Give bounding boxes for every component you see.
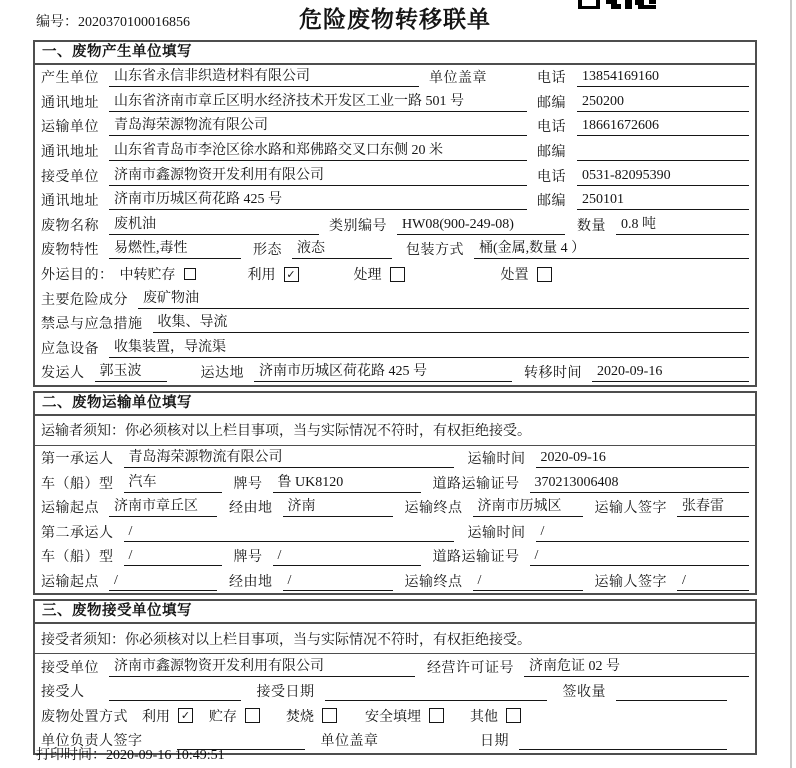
checkbox-icon [184, 268, 196, 280]
receiver-zip-value: 250101 [577, 190, 749, 210]
quantity-label: 数量 [577, 218, 606, 234]
section-producer [33, 40, 757, 387]
disposal-option-landfill [365, 706, 444, 726]
print-time-line [36, 744, 225, 764]
origin-label: 运输起点 [41, 501, 99, 517]
license-value: 济南危证 02 号 [524, 657, 749, 677]
carrier2-end-value: / [473, 571, 583, 591]
acceptor-label: 接受人 [41, 685, 85, 701]
print-time-value: 2020-09-16 10:49:51 [106, 748, 225, 763]
serial-number: 2020370100016856 [78, 15, 190, 30]
carrier1-via-value: 济南 [283, 497, 393, 517]
date-value [519, 730, 727, 750]
checkbox-icon [322, 708, 337, 723]
document-header [33, 0, 757, 40]
carrier1-vehicle-value: 汽车 [124, 473, 222, 493]
acceptor-value [109, 681, 241, 701]
phone-label: 电话 [537, 169, 566, 185]
producer-phone-value: 13854169160 [577, 67, 749, 87]
purpose-option-treatment [354, 264, 405, 284]
receiver-notice-row [35, 624, 755, 654]
serial-label: 编号： [36, 15, 78, 30]
qr-code-fragment [578, 0, 656, 9]
carrier1-label: 第一承运人 [41, 452, 114, 468]
phone-label: 电话 [537, 120, 566, 136]
hazard-label: 主要危险成分 [41, 292, 128, 308]
disposal-option-other [470, 706, 521, 726]
date-label: 日期 [480, 734, 509, 750]
transporter-zip-value [577, 141, 749, 161]
via-label: 经由地 [229, 574, 273, 590]
checkbox-icon: ✓ [178, 708, 193, 723]
carrier1-permit-value: 370213006408 [530, 473, 750, 493]
checkbox-label: 处置 [500, 268, 529, 284]
address-label: 通讯地址 [41, 145, 99, 161]
form-row-waste-trait [35, 237, 755, 262]
zip-label: 邮编 [537, 194, 566, 210]
taboo-value: 收集、导流 [153, 313, 750, 333]
checkbox-icon [506, 708, 521, 723]
form-row-receiver-address [35, 188, 755, 213]
carrier2-date-value: / [536, 522, 750, 542]
vehicle-label: 车（船）型 [41, 550, 114, 566]
form-row-carrier1-vehicle [35, 470, 755, 495]
vehicle-label: 车（船）型 [41, 476, 114, 492]
producer-zip-group [537, 92, 749, 112]
checkbox-label: 焚烧 [286, 709, 314, 725]
taboo-label: 禁忌与应急措施 [41, 317, 143, 333]
form-row-transporter [35, 114, 755, 139]
accept-unit-label: 接受单位 [41, 660, 99, 676]
via-label: 经由地 [229, 501, 273, 517]
carrier1-value: 青岛海荣源物流有限公司 [124, 448, 454, 468]
packaging-label: 包装方式 [406, 243, 464, 259]
form-row-waste-name [35, 213, 755, 238]
quantity-value: 0.8 吨 [616, 215, 749, 235]
trait-label: 废物特性 [41, 243, 99, 259]
form-row-equipment [35, 336, 755, 361]
form-row-acceptor [35, 679, 755, 704]
plate-label: 牌号 [233, 476, 263, 492]
sign-label: 运输人签字 [594, 574, 667, 590]
transporter-phone-group [537, 116, 749, 136]
form-row-hazard [35, 286, 755, 311]
phone-label: 电话 [537, 71, 566, 87]
carrier1-end-value: 济南市历城区 [473, 497, 583, 517]
checkbox-label: 其他 [470, 709, 498, 725]
accept-date-label: 接受日期 [256, 685, 315, 701]
zip-label: 邮编 [537, 145, 566, 161]
carrier1-date-value: 2020-09-16 [536, 448, 750, 468]
equipment-label: 应急设备 [41, 341, 99, 357]
disposal-label: 废物处置方式 [41, 709, 128, 725]
waste-name-value: 废机油 [109, 215, 319, 235]
transporter-name-value: 青岛海荣源物流有限公司 [109, 116, 527, 136]
destination-value: 济南市历城区荷花路 425 号 [254, 362, 512, 382]
form-row-taboo [35, 311, 755, 336]
form-row-disposal [35, 703, 755, 728]
address-label: 通讯地址 [41, 194, 99, 210]
checkbox-icon: ✓ [284, 267, 299, 282]
form-value: 液态 [292, 239, 392, 259]
form-row-purpose [35, 262, 755, 287]
carrier1-origin-value: 济南市章丘区 [109, 497, 217, 517]
sign-label: 运输人签字 [594, 501, 667, 517]
permit-label: 道路运输证号 [432, 550, 520, 566]
transport-date-label: 运输时间 [467, 525, 526, 541]
receiver-phone-group [537, 166, 749, 186]
address-label: 通讯地址 [41, 95, 99, 111]
print-time-label: 打印时间： [36, 748, 106, 763]
shipper-value: 郭玉波 [95, 362, 167, 382]
transporter-phone-value: 18661672606 [577, 116, 749, 136]
destination-label: 运达地 [200, 366, 244, 382]
checkbox-label: 安全填埋 [365, 709, 421, 725]
carrier2-via-value: / [283, 571, 393, 591]
producer-phone-group [537, 67, 749, 87]
end-label: 运输终点 [404, 574, 463, 590]
unit-seal-label: 单位盖章 [320, 734, 379, 750]
producer-name-value: 山东省永信非织造材料有限公司 [109, 67, 419, 87]
receiver-phone-value: 0531-82095390 [577, 166, 749, 186]
checkbox-label: 中转贮存 [119, 268, 176, 284]
form-row-carrier1-route [35, 495, 755, 520]
received-qty-value [616, 681, 727, 701]
purpose-option-disposal [501, 264, 552, 284]
form-row-transporter-address [35, 139, 755, 164]
carrier2-sign-value: / [677, 571, 749, 591]
accept-date-value [325, 681, 547, 701]
producer-zip-value: 250200 [577, 92, 749, 112]
checkbox-label: 处理 [353, 268, 382, 284]
form-label: 形态 [253, 243, 282, 259]
page-title: 危险废物转移联单 [299, 7, 491, 32]
producer-address-value: 山东省济南市章丘区明水经济技术开发区工业一路 501 号 [109, 92, 527, 112]
form-row-receiver [35, 163, 755, 188]
disposal-option-storage [209, 706, 260, 726]
transporter-zip-group [537, 141, 749, 161]
receiver-label: 接受单位 [41, 169, 99, 185]
zip-label: 邮编 [537, 95, 566, 111]
carrier2-plate-value: / [273, 546, 421, 566]
head-sign-label: 单位负责人签字 [41, 734, 143, 750]
disposal-option-use [142, 706, 193, 726]
equipment-value: 收集装置，导流渠 [109, 338, 749, 358]
carrier1-plate-value: 鲁 UK8120 [273, 473, 421, 493]
plate-label: 牌号 [233, 550, 263, 566]
category-label: 类别编号 [329, 218, 387, 234]
shipper-label: 发运人 [41, 366, 85, 382]
seal-label: 单位盖章 [429, 71, 487, 87]
section-receiver-title: 三、废物接受单位填写 [35, 601, 755, 624]
trait-value: 易燃性,毒性 [109, 239, 241, 259]
carrier2-value: / [124, 522, 454, 542]
disposal-option-incineration [286, 706, 337, 726]
waste-name-label: 废物名称 [41, 218, 99, 234]
manifest-document [33, 0, 757, 759]
checkbox-icon [390, 267, 405, 282]
transport-date-label: 运输时间 [467, 452, 526, 468]
receiver-address-value: 济南市历城区荷花路 425 号 [109, 190, 527, 210]
checkbox-icon [429, 708, 444, 723]
receiver-name-value: 济南市鑫源物资开发利用有限公司 [109, 166, 527, 186]
section-producer-title: 一、废物产生单位填写 [35, 42, 755, 65]
section-transporter [33, 391, 757, 596]
transporter-notice-row [35, 416, 755, 446]
form-row-carrier1 [35, 446, 755, 471]
purpose-label: 外运目的： [41, 268, 114, 284]
checkbox-label: 利用 [142, 709, 170, 725]
license-label: 经营许可证号 [427, 660, 514, 676]
checkbox-label: 贮存 [209, 709, 237, 725]
permit-label: 道路运输证号 [432, 476, 520, 492]
origin-label: 运输起点 [41, 574, 99, 590]
transporter-address-value: 山东省青岛市李沧区徐水路和郑佛路交叉口东侧 20 米 [109, 141, 527, 161]
page-edge-line [790, 0, 792, 768]
carrier2-permit-value: / [530, 546, 750, 566]
accept-unit-value: 济南市鑫源物资开发利用有限公司 [109, 657, 415, 677]
form-row-carrier2 [35, 520, 755, 545]
receiver-zip-group [537, 190, 749, 210]
carrier1-sign-value: 张春雷 [677, 497, 749, 517]
section-receiver [33, 599, 757, 754]
end-label: 运输终点 [404, 501, 463, 517]
purpose-option-use [248, 264, 299, 284]
form-row-accept-unit [35, 654, 755, 679]
purpose-option-transfer-storage [120, 264, 196, 284]
form-row-producer-address [35, 90, 755, 115]
received-qty-label: 签收量 [562, 685, 606, 701]
producer-label: 产生单位 [41, 71, 99, 87]
carrier2-vehicle-value: / [124, 546, 222, 566]
checkbox-icon [537, 267, 552, 282]
transporter-label: 运输单位 [41, 120, 99, 136]
packaging-value: 桶(金属,数量 4 ） [474, 239, 749, 259]
category-code-value: HW08(900-249-08) [397, 215, 565, 235]
form-row-carrier2-vehicle [35, 544, 755, 569]
carrier2-origin-value: / [109, 571, 217, 591]
form-row-carrier2-route [35, 569, 755, 594]
hazard-value: 废矿物油 [138, 289, 749, 309]
checkbox-label: 利用 [247, 268, 276, 284]
carrier2-label: 第二承运人 [41, 525, 114, 541]
checkbox-icon [245, 708, 260, 723]
section-transporter-title: 二、废物运输单位填写 [35, 393, 755, 416]
transfer-date-value: 2020-09-16 [592, 362, 749, 382]
transporter-notice-text: 运输者须知：你必须核对以上栏目事项，当与实际情况不符时，有权拒绝接受。 [41, 424, 531, 440]
transfer-date-label: 转移时间 [524, 366, 582, 382]
receiver-notice-text: 接受者须知：你必须核对以上栏目事项，当与实际情况不符时，有权拒绝接受。 [41, 632, 531, 648]
form-row-shipper [35, 360, 755, 385]
form-row-producer [35, 65, 755, 90]
